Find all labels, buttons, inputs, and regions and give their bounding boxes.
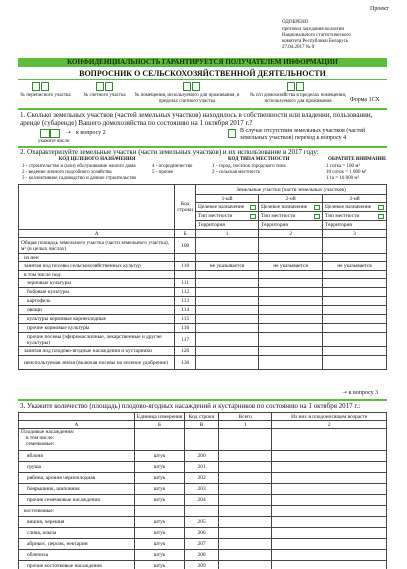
table-row [19, 473, 387, 484]
value-cell[interactable] [323, 288, 387, 297]
column-letter: 1 [196, 230, 259, 238]
value-cell[interactable] [323, 238, 387, 254]
row-code: 209 [185, 561, 219, 569]
location-code-cell[interactable] [196, 212, 259, 221]
row-code: 205 [185, 517, 219, 528]
question-3-text: 3. Укажите количество (площадь) плодово-ягодных насаждений и кустарников по состоянию на 1 октября 2017 г.: [20, 402, 361, 410]
table-row [19, 528, 387, 539]
page-title: ВОПРОСНИК О СЕЛЬСКОХОЗЯЙСТВЕННОЙ ДЕЯТЕЛЬНОСТИ [79, 69, 326, 78]
unit-cell: штук [134, 561, 184, 569]
arrow-right-icon: ➝ [342, 390, 348, 396]
location-label: Тип местности [325, 213, 360, 219]
column-letter: 1 [218, 421, 271, 429]
goto-question-3 [342, 390, 378, 397]
location-code-cell[interactable] [323, 212, 387, 221]
value-cell[interactable] [196, 315, 259, 324]
table-row [19, 539, 387, 550]
table-row [19, 288, 387, 297]
question-1-text: 1. Сколько земельных участков (частей земельных участков) находилось в собственности или владении, пользовании, аренде (субаренде) Вашего домохозяйства по состоянию на 1 октября 2017 г.? [20, 111, 373, 127]
table-row [19, 271, 387, 279]
row-label: прочие кормовые культуры [19, 324, 175, 333]
code-box[interactable] [192, 82, 200, 91]
value-cell[interactable] [196, 324, 259, 333]
plot-col-header: 3-ий [323, 195, 387, 203]
row-code: 110 [175, 262, 196, 271]
row-label: семечковые: [26, 441, 55, 447]
code-label: № переписного участка [20, 93, 71, 98]
table-row [19, 550, 387, 561]
column-letter: А [19, 421, 135, 429]
column-letter: В [185, 421, 219, 429]
value-cell[interactable] [196, 306, 259, 315]
value-cell[interactable] [218, 473, 271, 484]
table-row [19, 262, 387, 271]
unit-cell: штук [134, 539, 184, 550]
value-cell[interactable] [259, 324, 323, 333]
row-label: боярышник, шиповник [19, 484, 135, 495]
code-box[interactable] [314, 205, 320, 210]
unit-cell: штук [134, 451, 184, 462]
code-box[interactable] [250, 214, 256, 219]
territory-cell[interactable] [259, 221, 323, 230]
table-row [19, 279, 387, 288]
purpose-code-cell[interactable] [323, 203, 387, 212]
row-label: Плодовые насаждения: [21, 429, 75, 435]
row-label: зерновые культуры [19, 279, 175, 288]
column-header: Из них в плодоносящем возрасте [272, 413, 387, 421]
purpose-code-cell[interactable] [196, 203, 259, 212]
purpose-item: 5 - прочее [152, 170, 174, 175]
value-cell[interactable] [196, 347, 259, 356]
code-box[interactable] [296, 82, 304, 91]
value-cell[interactable] [323, 324, 387, 333]
value-cell[interactable] [272, 517, 387, 528]
purpose-item: 1 - строительство и (или) обслуживание жилого дома [22, 164, 136, 169]
plot-col-header: 1-ый [196, 195, 259, 203]
row-label: овощи [19, 306, 175, 315]
territory-label: Территория [261, 222, 288, 228]
value-cell[interactable] [218, 528, 271, 539]
row-code: 203 [185, 484, 219, 495]
purpose-legend-title: КОД ЦЕЛЕВОГО НАЗНАЧЕНИЯ [58, 157, 136, 162]
row-code: 204 [185, 495, 219, 506]
value-cell[interactable] [196, 333, 259, 347]
value-cell[interactable] [196, 356, 259, 370]
row-code: 111 [175, 279, 196, 288]
value-cell[interactable] [259, 315, 323, 324]
value-cell: не указывается [196, 262, 259, 271]
column-letter: А [19, 230, 175, 238]
goto-question-2: к вопросу 2 [76, 130, 106, 136]
location-item: 1 - город, поселок городского типа [212, 164, 286, 169]
q1-count-box[interactable] [50, 129, 60, 138]
value-cell[interactable] [218, 462, 271, 473]
location-legend-title: КОД ТИПА МЕСТНОСТИ [228, 157, 290, 162]
row-label: в том числе: [26, 435, 55, 441]
value-cell[interactable] [259, 306, 323, 315]
location-code-cell[interactable] [259, 212, 323, 221]
specify-number-hint: укажите число [38, 139, 70, 144]
value-cell[interactable] [272, 528, 387, 539]
approval-line: 27.04.2017 № 9 [282, 45, 315, 50]
unit-cell: штук [134, 462, 184, 473]
goto-question-3-label: к вопросу 3 [348, 390, 379, 396]
unit-cell: штук [134, 517, 184, 528]
value-cell[interactable] [218, 561, 271, 569]
unit-cell: штук [134, 528, 184, 539]
code-label: № п/п домохозяйства в пределах помещения, используемого для проживания [249, 93, 347, 104]
row-code: 112 [175, 288, 196, 297]
row-label: занятая под посевы сельскохозяйственных культур [19, 262, 175, 271]
value-cell[interactable] [259, 333, 323, 347]
row-label: Общая площадь земельного участка (части земельного участка), м² (в целых числах) [19, 238, 175, 254]
value-cell: не указывается [259, 262, 323, 271]
value-cell[interactable] [323, 306, 387, 315]
unit-cell: штук [134, 550, 184, 561]
row-label: бобовые культуры [19, 288, 175, 297]
column-letter: 2 [259, 230, 323, 238]
value-cell[interactable] [218, 539, 271, 550]
row-label: абрикос, персик, нектарин [19, 539, 135, 550]
value-cell[interactable] [323, 315, 387, 324]
value-cell[interactable] [259, 297, 323, 306]
project-label: Проект [370, 6, 389, 12]
row-code: 113 [175, 297, 196, 306]
row-label: слива, алыча [19, 528, 135, 539]
purpose-code-cell[interactable] [259, 203, 323, 212]
row-code: 202 [185, 473, 219, 484]
value-cell[interactable] [323, 279, 387, 288]
arrow-right-icon: ➝ [66, 130, 72, 136]
value-cell[interactable] [323, 347, 387, 356]
code-box[interactable] [96, 82, 104, 91]
row-label: прочие семечковые насаждения [19, 495, 135, 506]
row-code: 120 [175, 347, 196, 356]
row-label: занятая под плодово-ягодные насаждения и кустарники [19, 347, 175, 356]
table-row [19, 451, 387, 462]
table-row [19, 254, 387, 262]
unit-cell: штук [134, 495, 184, 506]
code-box[interactable] [314, 214, 320, 219]
value-cell[interactable] [272, 462, 387, 473]
row-code: 115 [175, 315, 196, 324]
table-row [19, 333, 387, 347]
approved-label: ОДОБРЕНО [282, 20, 309, 25]
value-cell[interactable] [196, 238, 259, 254]
row-code: 200 [185, 451, 219, 462]
code-box[interactable] [105, 82, 113, 91]
row-label: культуры кормовые корнеплодные [19, 315, 175, 324]
plots-header: Земельные участки (части земельных участков) [196, 185, 387, 195]
row-label: неиспользуемая земля (включая посевы на зеленое удобрение) [19, 356, 175, 370]
column-letter: 2 [272, 421, 387, 429]
row-label: косточковые: [19, 506, 135, 517]
value-cell[interactable] [259, 238, 323, 254]
table-row [19, 517, 387, 528]
purpose-label: Целевое назначение [261, 204, 308, 210]
row-label: в том числе под: [19, 271, 175, 279]
table-row [19, 315, 387, 324]
code-box[interactable] [41, 82, 49, 91]
row-code: 117 [175, 333, 196, 347]
value-cell: не указывается [323, 262, 387, 271]
column-header [19, 413, 135, 421]
row-label: прочие косточковые насаждения [19, 561, 135, 569]
plots-table [18, 184, 387, 370]
value-cell[interactable] [196, 297, 259, 306]
code-label: № помещения, используемого для проживания, в пределах счетного участка [134, 93, 240, 104]
value-cell[interactable] [259, 288, 323, 297]
location-item: 2 - сельская местность [212, 170, 261, 175]
approval-line: Национального статистического [282, 33, 351, 38]
table-corner [19, 185, 175, 230]
location-label: Тип местности [198, 213, 233, 219]
table-row [19, 506, 387, 517]
location-label: Тип местности [261, 213, 296, 219]
table-row [19, 297, 387, 306]
column-header: Код строки [185, 413, 219, 421]
value-cell[interactable] [272, 550, 387, 561]
attention-title: ОБРАТИТЕ ВНИМАНИЕ [328, 157, 387, 162]
row-code: 201 [185, 462, 219, 473]
attention-item: 1 га = 10 000 м² [326, 176, 360, 181]
column-header: Всего [218, 413, 271, 421]
value-cell[interactable] [218, 484, 271, 495]
table-row [19, 324, 387, 333]
table-row [19, 238, 387, 254]
value-cell[interactable] [272, 495, 387, 506]
confidential-banner: КОНФИДЕНЦИАЛЬНОСТЬ ГАРАНТИРУЕТСЯ ПОЛУЧАТЕЛЕМ ИНФОРМАЦИИ [18, 58, 387, 67]
value-cell[interactable] [218, 495, 271, 506]
table-row [19, 462, 387, 473]
table-row [19, 484, 387, 495]
value-cell[interactable] [196, 288, 259, 297]
purpose-label: Целевое назначение [198, 204, 245, 210]
row-code: 206 [185, 528, 219, 539]
form-number: Форма 1СХ [350, 97, 380, 103]
value-cell[interactable] [272, 561, 387, 569]
attention-item: 10 соток = 1 000 м² [326, 170, 367, 175]
territory-label: Территория [325, 222, 352, 228]
table-row [19, 356, 387, 370]
row-label: прочие посевы (эфиромасличные, лекарственные и другие культуры) [19, 333, 175, 347]
value-cell[interactable] [272, 451, 387, 462]
value-cell[interactable] [259, 347, 323, 356]
row-label: облепиха [19, 550, 135, 561]
q1-count-box[interactable] [40, 129, 50, 138]
q1-none-note: В случае отсутствия земельных участков (частей земельных участков) переход к вопросу 4 [240, 128, 366, 141]
purpose-item: 2 - ведение личного подсобного хозяйства [22, 170, 112, 175]
value-cell[interactable] [259, 279, 323, 288]
row-code: 208 [185, 550, 219, 561]
value-cell[interactable] [323, 356, 387, 370]
attention-item: 1 сотка = 100 м² [326, 164, 360, 169]
code-box[interactable] [32, 82, 40, 91]
row-label: груша [19, 462, 135, 473]
row-code: 207 [185, 539, 219, 550]
code-box[interactable] [183, 82, 191, 91]
unit-cell: штук [134, 484, 184, 495]
code-box[interactable] [250, 205, 256, 210]
territory-label: Территория [198, 222, 225, 228]
value-cell[interactable] [272, 473, 387, 484]
purpose-label: Целевое назначение [325, 204, 372, 210]
approval-line: протокол заседания коллегии [282, 27, 345, 32]
row-label: рябина, арония черноплодная [19, 473, 135, 484]
table-row [19, 495, 387, 506]
row-code-header: Код строки [175, 185, 196, 230]
row-code: 130 [175, 356, 196, 370]
approval-line: комитета Республики Беларусь [282, 39, 349, 44]
column-letter: Б [175, 230, 196, 238]
code-box[interactable] [287, 82, 295, 91]
column-header: Единица измерения [134, 413, 184, 421]
value-cell[interactable] [323, 333, 387, 347]
q1-none-checkbox[interactable] [228, 129, 236, 138]
purpose-legend [22, 157, 172, 163]
plot-col-header: 2-ой [259, 195, 323, 203]
territory-cell[interactable] [323, 221, 387, 230]
row-label: из нее: [19, 254, 175, 262]
column-letter: 3 [323, 230, 387, 238]
row-code: 116 [175, 324, 196, 333]
value-cell[interactable] [196, 279, 259, 288]
table-row [19, 429, 387, 451]
row-label: картофель [19, 297, 175, 306]
value-cell[interactable] [259, 356, 323, 370]
purpose-item: 3 - коллективное садоводство и дачное строительство [22, 176, 137, 181]
value-cell[interactable] [218, 451, 271, 462]
table-row [19, 561, 387, 569]
column-letter: Б [134, 421, 184, 429]
row-label: вишня, черешня [19, 517, 135, 528]
unit-cell: штук [134, 473, 184, 484]
orchard-table [18, 412, 387, 569]
purpose-item: 4 - огородничество [152, 164, 193, 169]
value-cell[interactable] [218, 550, 271, 561]
row-label: яблоня [19, 451, 135, 462]
value-cell[interactable] [272, 539, 387, 550]
table-row [19, 306, 387, 315]
code-box[interactable] [378, 205, 384, 210]
code-label: № счетного участка [83, 93, 126, 98]
territory-cell[interactable] [196, 221, 259, 230]
value-cell[interactable] [272, 484, 387, 495]
row-code: 100 [175, 238, 196, 254]
value-cell[interactable] [323, 297, 387, 306]
row-code: 114 [175, 306, 196, 315]
question-2-text: 2. Охарактеризуйте земельные участки (части земельных участков) и их использование в 2017 году: [20, 148, 319, 156]
code-box[interactable] [378, 214, 384, 219]
table-row [19, 347, 387, 356]
value-cell[interactable] [218, 517, 271, 528]
